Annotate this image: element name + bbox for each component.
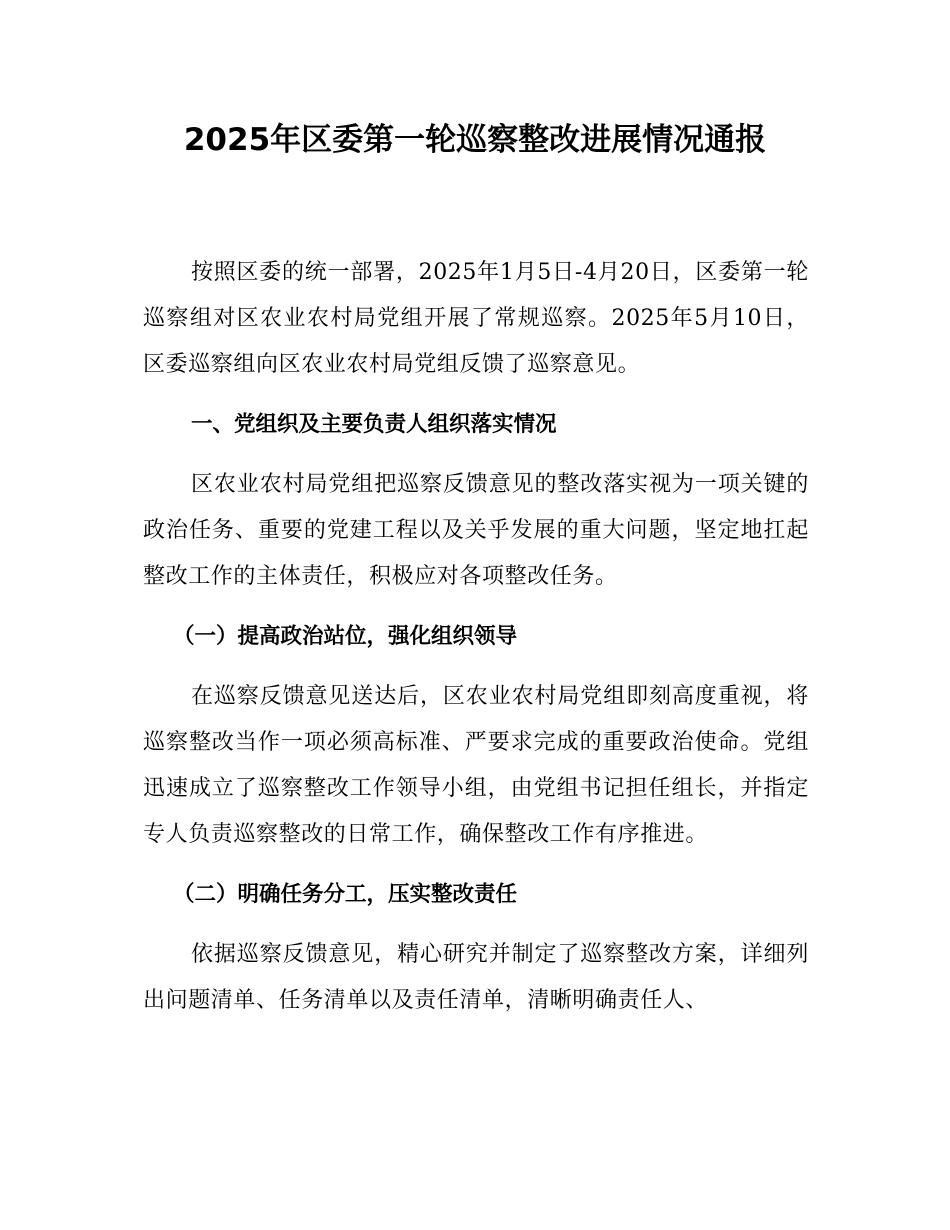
subsection-2-heading: （二）明确任务分工，压实整改责任 [173,882,518,907]
subsection-1-heading: （一）提高政治站位，强化组织领导 [173,624,518,649]
document-body [143,250,809,1024]
document-title: 2025年区委第一轮巡察整改进展情况通报 [183,122,767,158]
intro-paragraph: 按照区委的统一部署，2025年1月5日-4月20日，区委第一轮巡察组对区农业农村局党组开展了常规巡察。2025年5月10日，区委巡察组向区农业农村局党组反馈了巡察意见。 [143,260,809,377]
subsection-1-paragraph: 在巡察反馈意见送达后，区农业农村局党组即刻高度重视，将巡察整改当作一项必须高标准、严要求完成的重要政治使命。党组迅速成立了巡察整改工作领导小组，由党组书记担任组长，并指定专人负责巡察整改的日常工作，确保整改工作有序推进。 [143,684,809,847]
section-1-heading: 一、党组织及主要负责人组织落实情况 [191,412,557,437]
subsection-2-paragraph: 依据巡察反馈意见，精心研究并制定了巡察整改方案，详细列出问题清单、任务清单以及责任清单，清晰明确责任人、 [143,942,809,1013]
section-1-paragraph: 区农业农村局党组把巡察反馈意见的整改落实视为一项关键的政治任务、重要的党建工程以及关乎发展的重大问题，坚定地扛起整改工作的主体责任，积极应对各项整改任务。 [143,472,809,589]
